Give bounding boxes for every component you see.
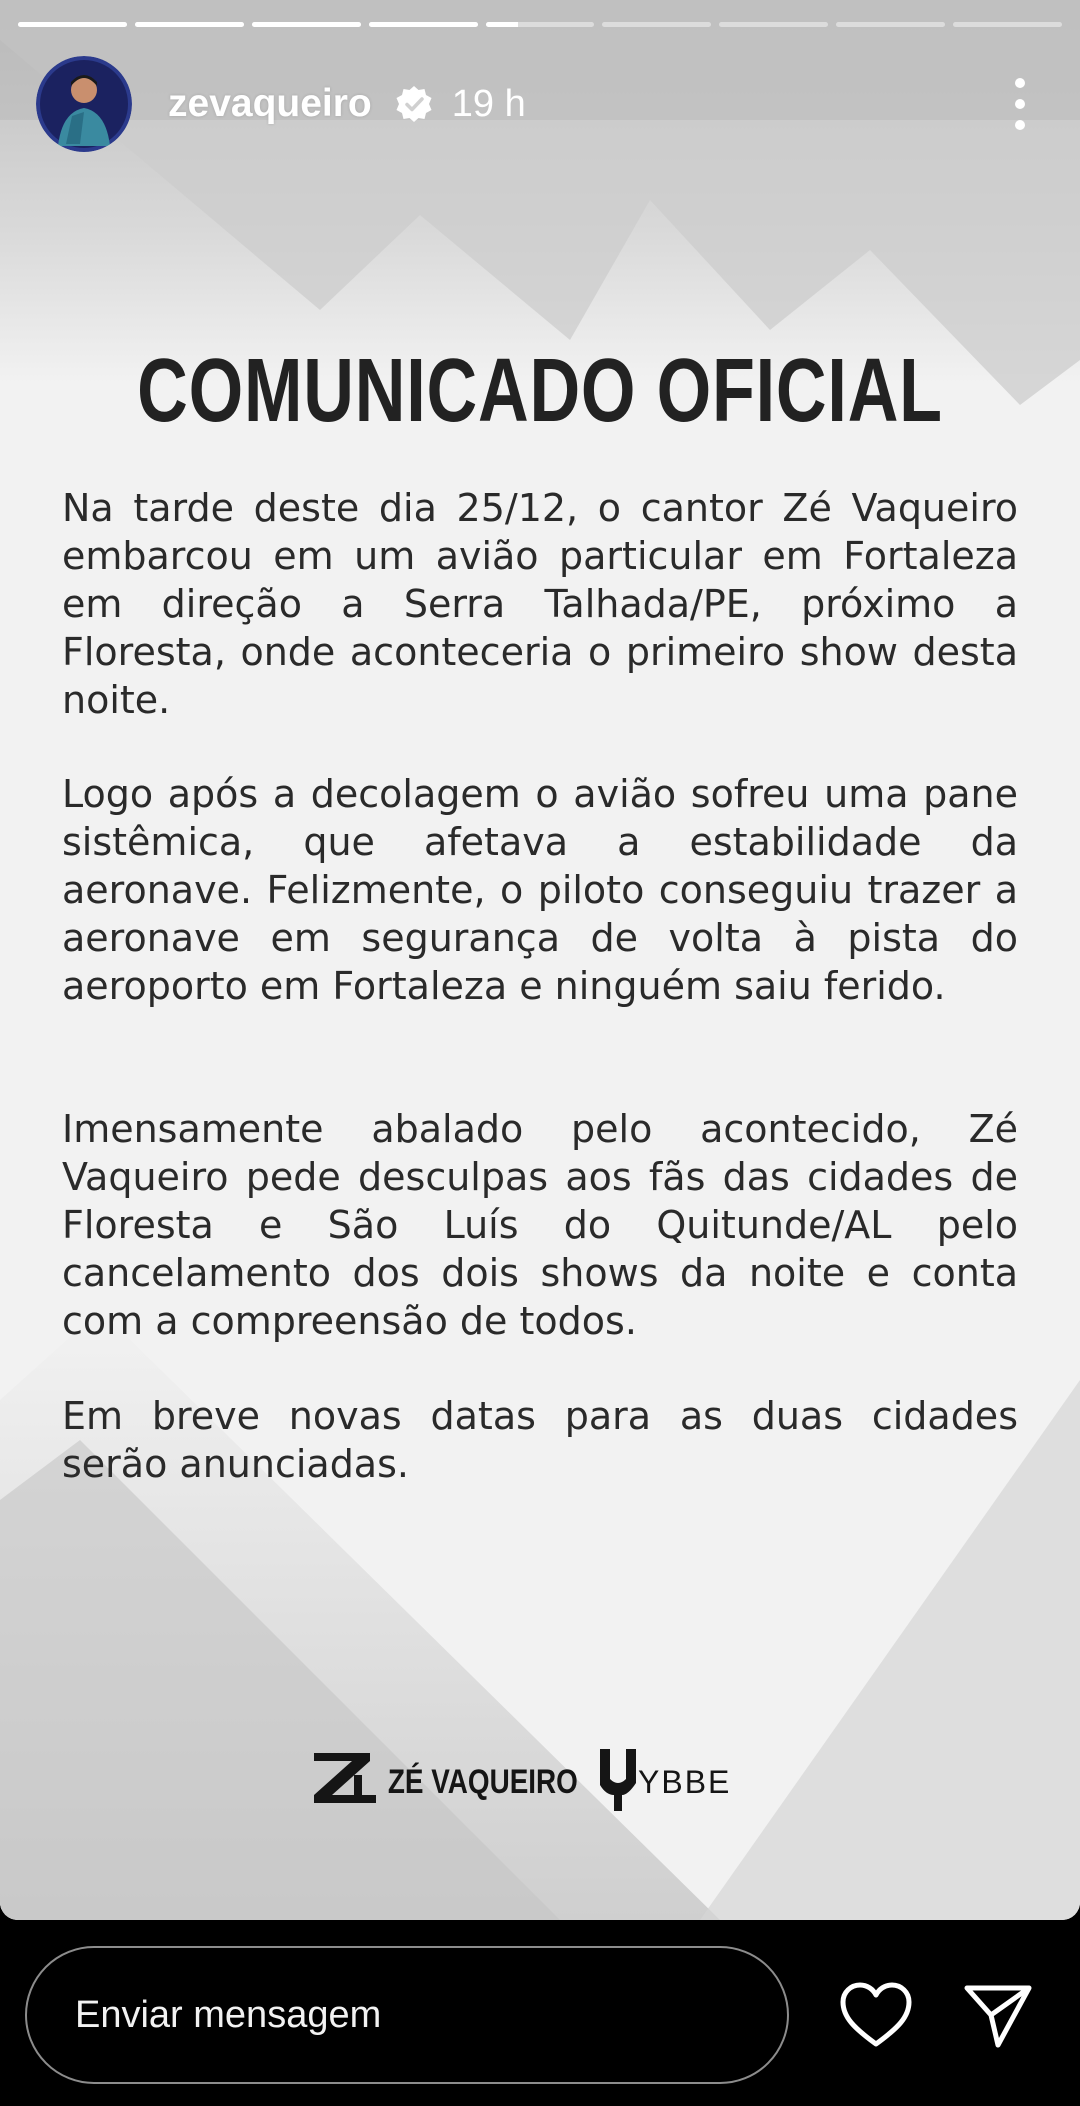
ze-vaqueiro-logo — [314, 1753, 578, 1803]
progress-segment-fill — [486, 22, 519, 27]
progress-segment — [369, 22, 478, 27]
progress-segment — [252, 22, 361, 27]
paragraph-2: Logo após a decolagem o avião sofreu uma pane sistêmica, que afetava a estabilidade da aeronave. Felizmente, o piloto conseguiu trazer a aeronave em segurança de volta à pista do aeroporto em Fortaleza e ninguém saiu ferido. — [62, 772, 1018, 1008]
paragraph-3: Imensamente abalado pelo acontecido, Zé Vaqueiro pede desculpas aos fãs das cidades de Floresta e São Luís do Quitunde/AL pelo cancelamento dos dois shows da noite e conta com a compreensão de todos. — [62, 1107, 1018, 1343]
more-vertical-icon[interactable] — [1012, 78, 1028, 130]
username[interactable]: zevaqueiro — [168, 82, 372, 125]
avatar[interactable] — [36, 56, 132, 152]
ybbe-logo — [600, 1749, 731, 1811]
ze-vaqueiro-logo-text: ZÉ VAQUEIRO — [387, 1762, 578, 1801]
announcement-title: COMUNICADO OFICIAL — [137, 341, 943, 441]
heart-icon[interactable] — [838, 1980, 914, 2050]
story-progress-bar — [18, 22, 1062, 28]
message-field[interactable] — [25, 1946, 789, 2084]
progress-segment-fill — [135, 22, 244, 27]
progress-segment — [836, 22, 945, 27]
progress-segment — [602, 22, 711, 27]
progress-segment — [953, 22, 1062, 27]
send-icon[interactable] — [962, 1980, 1034, 2050]
progress-segment-fill — [252, 22, 361, 27]
progress-segment-fill — [18, 22, 127, 27]
progress-segment — [18, 22, 127, 27]
progress-segment — [135, 22, 244, 27]
brand-logos — [310, 1745, 770, 1815]
story-header — [36, 56, 1044, 152]
progress-segment — [719, 22, 828, 27]
post-time: 19 h — [451, 82, 526, 125]
ybbe-logo-text: YBBE — [638, 1764, 732, 1800]
progress-segment — [486, 22, 595, 27]
verified-badge-icon — [394, 84, 434, 124]
paragraph-1: Na tarde deste dia 25/12, o cantor Zé Vaqueiro embarcou em um avião particular em Fortaleza em direção a Serra Talhada/PE, próximo a Floresta, onde aconteceria o primeiro show desta noite. — [62, 486, 1018, 722]
message-input[interactable] — [73, 1993, 737, 2038]
paragraph-4: Em breve novas datas para as duas cidades serão anunciadas. — [62, 1394, 1018, 1486]
progress-segment-fill — [369, 22, 478, 27]
